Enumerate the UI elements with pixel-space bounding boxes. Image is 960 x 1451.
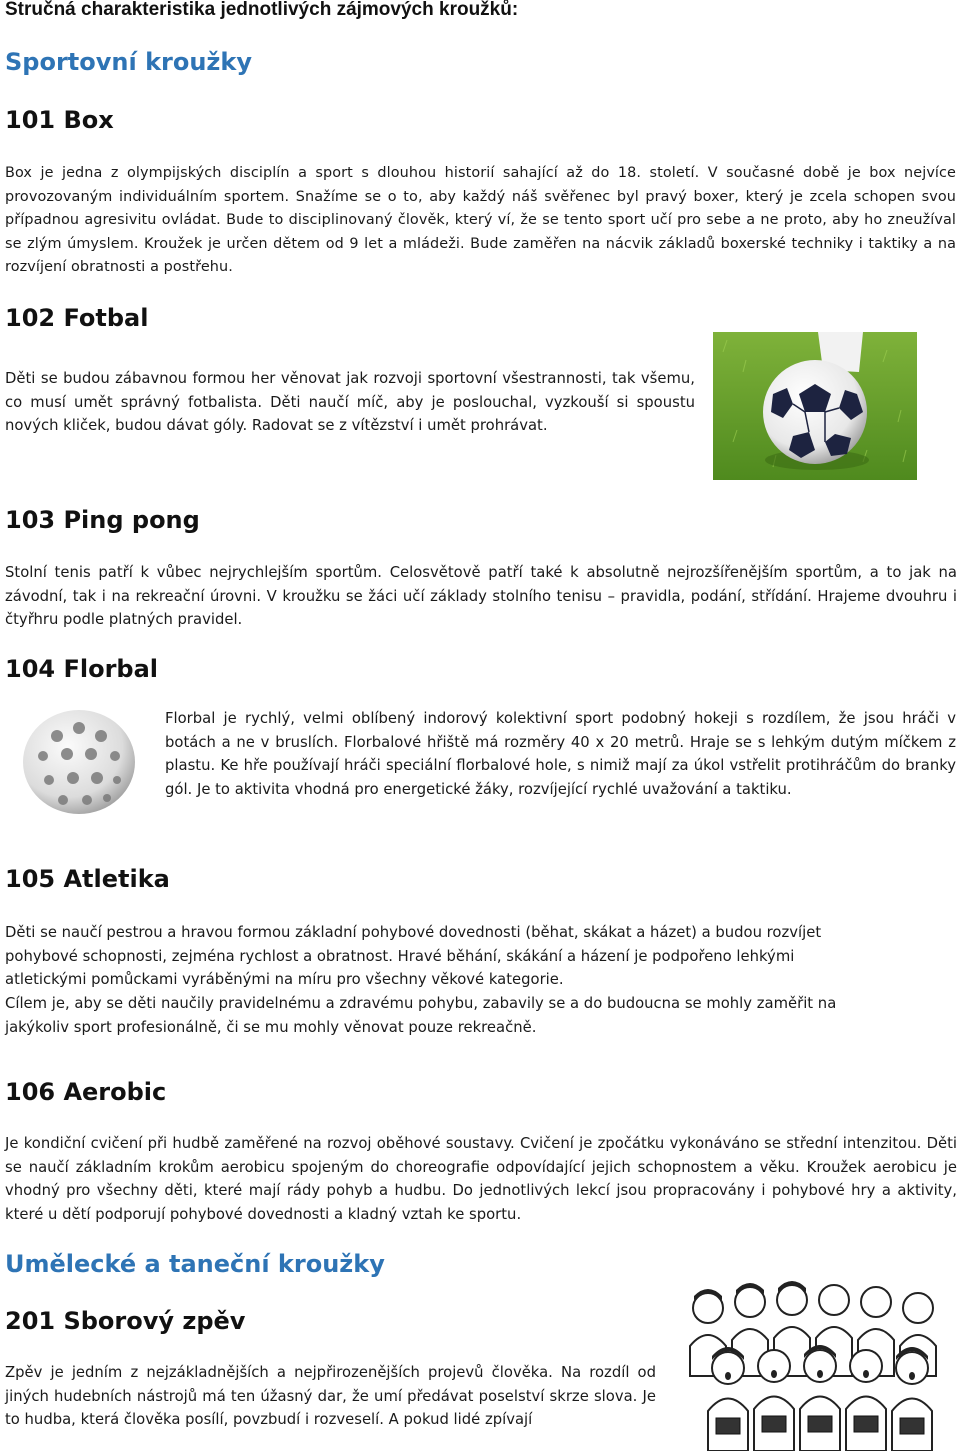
document-heading: Stručná charakteristika jednotlivých zájmových kroužků: — [5, 0, 519, 20]
section-title-atletika: 105 Atletika — [5, 865, 170, 893]
zpev-description: Zpěv je jedním z nejzákladnějších a nejpřirozenějších projevů člověka. Na rozdíl od jiných hudebních nástrojů má ten úžasný dar, že umí předávat poselství skrze slova. Je to hudba, která člověka posílí, povzbudí i rozveselí. A pokud lidé zpívají — [5, 1364, 656, 1429]
section-title-zpev: 201 Sborový zpěv — [5, 1307, 246, 1335]
section-title-box: 101 Box — [5, 106, 114, 134]
aerobic-description: Je kondiční cvičení při hudbě zaměřené na rozvoj oběhové soustavy. Cvičení je zpočátku vykonáváno se střední intenzitou. Děti se naučí základním krokům aerobicu spojeným do choreografie odpovídající jejich schopnostem a věku. Kroužek aerobicu je vhodný pro všechny děti, které mají rády pohyb a hudbu. Do jednotlivých lekcí jsou propracovány i pohybové hry a aktivity, které u dětí podporují pohybové dovednosti a kladný vztah ke sportu. — [5, 1135, 957, 1224]
atletika-description — [5, 921, 957, 1040]
floorball-ball — [21, 708, 137, 816]
section-title-sport: Sportovní kroužky — [5, 48, 253, 76]
section-title-art: Umělecké a taneční kroužky — [5, 1250, 385, 1278]
atletika-line: Cílem je, aby se děti naučily pravidelnému a zdravému pohybu, zabavily se a do budoucna se mohly zaměřit na — [5, 995, 837, 1013]
pingpong-description: Stolní tenis patří k vůbec nejrychlejším sportům. Celosvětově patří také k absolutně nejrozšířenějším sportům, a to jak na závodní, tak i na rekreační úrovni. V kroužku se žáci učí základy stolního tenisu – pravidla, podání, střídání. Hrajeme dvouhru i čtyřhru podle platných pravidel. — [5, 564, 957, 629]
atletika-line: pohybové schopnosti, zejména rychlost a obratnost. Hravé běhání, skákání a házení je podpořeno lehkými — [5, 947, 795, 965]
choir-drawing — [678, 1276, 958, 1451]
section-title-aerobic: 106 Aerobic — [5, 1078, 167, 1106]
box-description: Box je jedna z olympijských disciplín a sport s dlouhou historií sahající až do 18. století. V současné době je box nejvíce provozovaným individuálním sportem. Snažíme se o to, aby každý náš svěřenec byl pravý boxer, který je zcela schopen svou případnou agresivitu ovládat. Bude to disciplinovaný člověk, který ví, že se tento sport učí pro sebe a ne proto, aby ho zneužíval se zlým úmyslem. Kroužek je určen dětem od 9 let a mládeži. Bude zaměřen na nácvik základů boxerské techniky i taktiky a na rozvíjení obratnosti a postřehu. — [5, 165, 956, 276]
fotbal-description: Děti se budou zábavnou formou her věnovat jak rozvoji sportovní všestrannosti, tak všemu, co musí umět správný fotbalista. Děti naučí míč, aby je poslouchal, vyzkouší si spoustu nových kliček, budou dávat góly. Radovat se z vítězství i umět prohrávat. — [5, 370, 695, 435]
florbal-description: Florbal je rychlý, velmi oblíbený indorový kolektivní sport podobný hokeji s rozdílem, že jsou hráči v botách a ne v bruslích. Florbalové hřiště má rozměry 40 x 20 metrů. Hraje se s lehkým dutým míčkem z plastu. Ke hře používají hráči speciální florbalové hole, s nimiž mají za úkol vstřelit protihráčům do branky gól. Je to aktivita vhodná pro energetické žáky, rozvíjející rychlé uvažování a taktiku. — [165, 710, 956, 799]
football-image — [713, 332, 917, 480]
atletika-line: atletickými pomůckami vyráběnými na míru pro všechny věkové kategorie. — [5, 971, 564, 989]
section-title-pingpong: 103 Ping pong — [5, 506, 200, 534]
choir-image — [678, 1276, 958, 1451]
floorball-image — [21, 708, 137, 816]
section-title-fotbal: 102 Fotbal — [5, 304, 149, 332]
section-title-florbal: 104 Florbal — [5, 655, 158, 683]
atletika-line: Děti se naučí pestrou a hravou formou základní pohybové dovednosti (běhat, skákat a házet) a budou rozvíjet — [5, 924, 822, 941]
atletika-line: jakýkoliv sport profesionálně, či se mu mohly věnovat pouze rekreačně. — [5, 1018, 537, 1036]
football-photo — [713, 332, 917, 480]
